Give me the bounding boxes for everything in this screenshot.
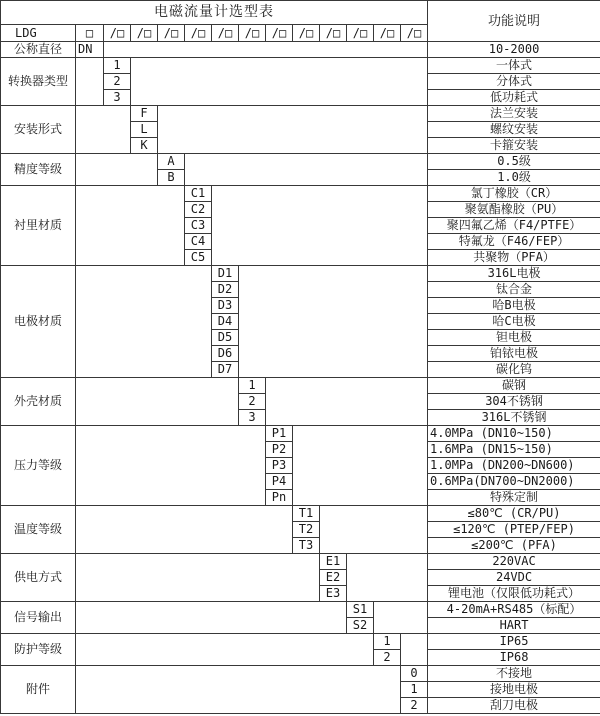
- code-cell: 2: [239, 394, 266, 410]
- model-slot: /□: [131, 25, 158, 42]
- desc-cell: 螺纹安装: [428, 122, 600, 138]
- desc-cell: 接地电极: [428, 682, 600, 698]
- desc-cell: 1.0级: [428, 170, 600, 186]
- code-cell: C2: [185, 202, 212, 218]
- spacer-cell: [76, 58, 104, 106]
- desc-cell: 0.6MPa(DN700~DN2000): [428, 474, 600, 490]
- desc-cell: 特殊定制: [428, 490, 600, 506]
- code-cell: F: [131, 106, 158, 122]
- category-label: 衬里材质: [1, 186, 76, 266]
- category-row: [1, 602, 600, 618]
- desc-cell: 304不锈钢: [428, 394, 600, 410]
- desc-cell: 0.5级: [428, 154, 600, 170]
- code-cell: Pn: [266, 490, 293, 506]
- model-slot: /□: [185, 25, 212, 42]
- spacer-cell: [158, 106, 428, 154]
- spacer-cell: [320, 506, 428, 554]
- code-cell: K: [131, 138, 158, 154]
- code-cell: S1: [347, 602, 374, 618]
- spacer-cell: [76, 266, 212, 378]
- category-label: 附件: [1, 666, 76, 714]
- spacer-cell: [76, 634, 374, 666]
- model-slot: /□: [374, 25, 401, 42]
- model-slot: /□: [320, 25, 347, 42]
- desc-cell: 不接地: [428, 666, 600, 682]
- code-cell: 2: [104, 74, 131, 90]
- category-row: [1, 154, 600, 170]
- desc-cell: 24VDC: [428, 570, 600, 586]
- model-slot: /□: [401, 25, 428, 42]
- code-cell: T3: [293, 538, 320, 554]
- code-cell: DN: [76, 42, 104, 58]
- desc-cell: 法兰安装: [428, 106, 600, 122]
- spacer-cell: [131, 58, 428, 106]
- model-box: □: [76, 25, 104, 42]
- desc-cell: 钛合金: [428, 282, 600, 298]
- desc-cell: 316L电极: [428, 266, 600, 282]
- category-label: 外壳材质: [1, 378, 76, 426]
- desc-cell: 4-20mA+RS485（标配）: [428, 602, 600, 618]
- category-label: 公称直径: [1, 42, 76, 58]
- desc-cell: 低功耗式: [428, 90, 600, 106]
- spacer-cell: [76, 186, 185, 266]
- code-cell: D7: [212, 362, 239, 378]
- code-cell: 1: [239, 378, 266, 394]
- desc-cell: 碳钢: [428, 378, 600, 394]
- desc-cell: 特氟龙（F46/FEP）: [428, 234, 600, 250]
- spacer-cell: [293, 426, 428, 506]
- spacer-cell: [266, 378, 428, 426]
- title-row: [1, 1, 600, 25]
- code-cell: D3: [212, 298, 239, 314]
- code-cell: D1: [212, 266, 239, 282]
- model-prefix: LDG: [1, 25, 76, 42]
- spacer-cell: [239, 266, 428, 378]
- desc-cell: 锂电池（仅限低功耗式）: [428, 586, 600, 602]
- spacer-cell: [401, 634, 428, 666]
- code-cell: T1: [293, 506, 320, 522]
- category-row: [1, 666, 600, 682]
- spacer-cell: [76, 506, 293, 554]
- desc-cell: 4.0MPa (DN10~150): [428, 426, 600, 442]
- spacer-cell: [374, 602, 428, 634]
- table-title: 电磁流量计选型表: [1, 1, 428, 25]
- desc-cell: 一体式: [428, 58, 600, 74]
- spacer-cell: [185, 154, 428, 186]
- code-cell: 0: [401, 666, 428, 682]
- spacer-cell: [76, 378, 239, 426]
- function-column-header: 功能说明: [428, 1, 600, 42]
- desc-cell: 哈B电极: [428, 298, 600, 314]
- desc-cell: ≤200℃ (PFA): [428, 538, 600, 554]
- desc-cell: 哈C电极: [428, 314, 600, 330]
- model-slot: /□: [347, 25, 374, 42]
- category-row: [1, 634, 600, 650]
- code-cell: C1: [185, 186, 212, 202]
- desc-cell: 聚氨酯橡胶（PU）: [428, 202, 600, 218]
- spacer-cell: [76, 106, 131, 154]
- desc-cell: 聚四氟乙烯（F4/PTFE）: [428, 218, 600, 234]
- code-cell: E3: [320, 586, 347, 602]
- category-row: [1, 186, 600, 202]
- category-label: 电极材质: [1, 266, 76, 378]
- desc-cell: IP68: [428, 650, 600, 666]
- code-cell: T2: [293, 522, 320, 538]
- desc-cell: 卡箍安装: [428, 138, 600, 154]
- desc-cell: 碳化钨: [428, 362, 600, 378]
- code-cell: 1: [401, 682, 428, 698]
- spacer-cell: [212, 186, 428, 266]
- category-label: 供电方式: [1, 554, 76, 602]
- desc-cell: 10-2000: [428, 42, 600, 58]
- code-cell: S2: [347, 618, 374, 634]
- desc-cell: 1.6MPa (DN15~150): [428, 442, 600, 458]
- code-cell: A: [158, 154, 185, 170]
- desc-cell: 氯丁橡胶（CR）: [428, 186, 600, 202]
- code-cell: D4: [212, 314, 239, 330]
- code-cell: E1: [320, 554, 347, 570]
- code-cell: P4: [266, 474, 293, 490]
- model-slot: /□: [266, 25, 293, 42]
- category-row: [1, 266, 600, 282]
- spacer-cell: [104, 42, 428, 58]
- category-label: 温度等级: [1, 506, 76, 554]
- code-cell: 2: [374, 650, 401, 666]
- model-slot: /□: [158, 25, 185, 42]
- code-cell: D2: [212, 282, 239, 298]
- category-label: 防护等级: [1, 634, 76, 666]
- category-label: 压力等级: [1, 426, 76, 506]
- desc-cell: ≤120℃ (PTEP/FEP): [428, 522, 600, 538]
- code-cell: B: [158, 170, 185, 186]
- code-cell: E2: [320, 570, 347, 586]
- category-label: 安装形式: [1, 106, 76, 154]
- code-cell: 3: [104, 90, 131, 106]
- code-cell: 3: [239, 410, 266, 426]
- category-row: [1, 42, 600, 58]
- category-row: [1, 378, 600, 394]
- category-row: [1, 106, 600, 122]
- desc-cell: 1.0MPa (DN200~DN600): [428, 458, 600, 474]
- desc-cell: 220VAC: [428, 554, 600, 570]
- code-cell: P3: [266, 458, 293, 474]
- code-cell: D6: [212, 346, 239, 362]
- desc-cell: HART: [428, 618, 600, 634]
- code-cell: C4: [185, 234, 212, 250]
- code-cell: C3: [185, 218, 212, 234]
- desc-cell: 分体式: [428, 74, 600, 90]
- spacer-cell: [347, 554, 428, 602]
- desc-cell: 刮刀电极: [428, 698, 600, 714]
- code-cell: L: [131, 122, 158, 138]
- category-label: 转换器类型: [1, 58, 76, 106]
- desc-cell: 共聚物（PFA）: [428, 250, 600, 266]
- code-cell: 1: [374, 634, 401, 650]
- spacer-cell: [76, 154, 158, 186]
- desc-cell: 钽电极: [428, 330, 600, 346]
- model-slot: /□: [293, 25, 320, 42]
- desc-cell: 铂铱电极: [428, 346, 600, 362]
- spacer-cell: [76, 666, 401, 714]
- desc-cell: IP65: [428, 634, 600, 650]
- category-row: [1, 506, 600, 522]
- category-row: [1, 58, 600, 74]
- category-label: 精度等级: [1, 154, 76, 186]
- code-cell: 2: [401, 698, 428, 714]
- spacer-cell: [76, 426, 266, 506]
- spacer-cell: [76, 554, 320, 602]
- code-cell: 1: [104, 58, 131, 74]
- desc-cell: 316L不锈钢: [428, 410, 600, 426]
- category-label: 信号输出: [1, 602, 76, 634]
- category-row: [1, 554, 600, 570]
- code-cell: P1: [266, 426, 293, 442]
- code-cell: C5: [185, 250, 212, 266]
- model-slot: /□: [212, 25, 239, 42]
- model-slot: /□: [239, 25, 266, 42]
- spacer-cell: [76, 602, 347, 634]
- category-row: [1, 426, 600, 442]
- code-cell: P2: [266, 442, 293, 458]
- desc-cell: ≤80℃ (CR/PU): [428, 506, 600, 522]
- model-slot: /□: [104, 25, 131, 42]
- code-cell: D5: [212, 330, 239, 346]
